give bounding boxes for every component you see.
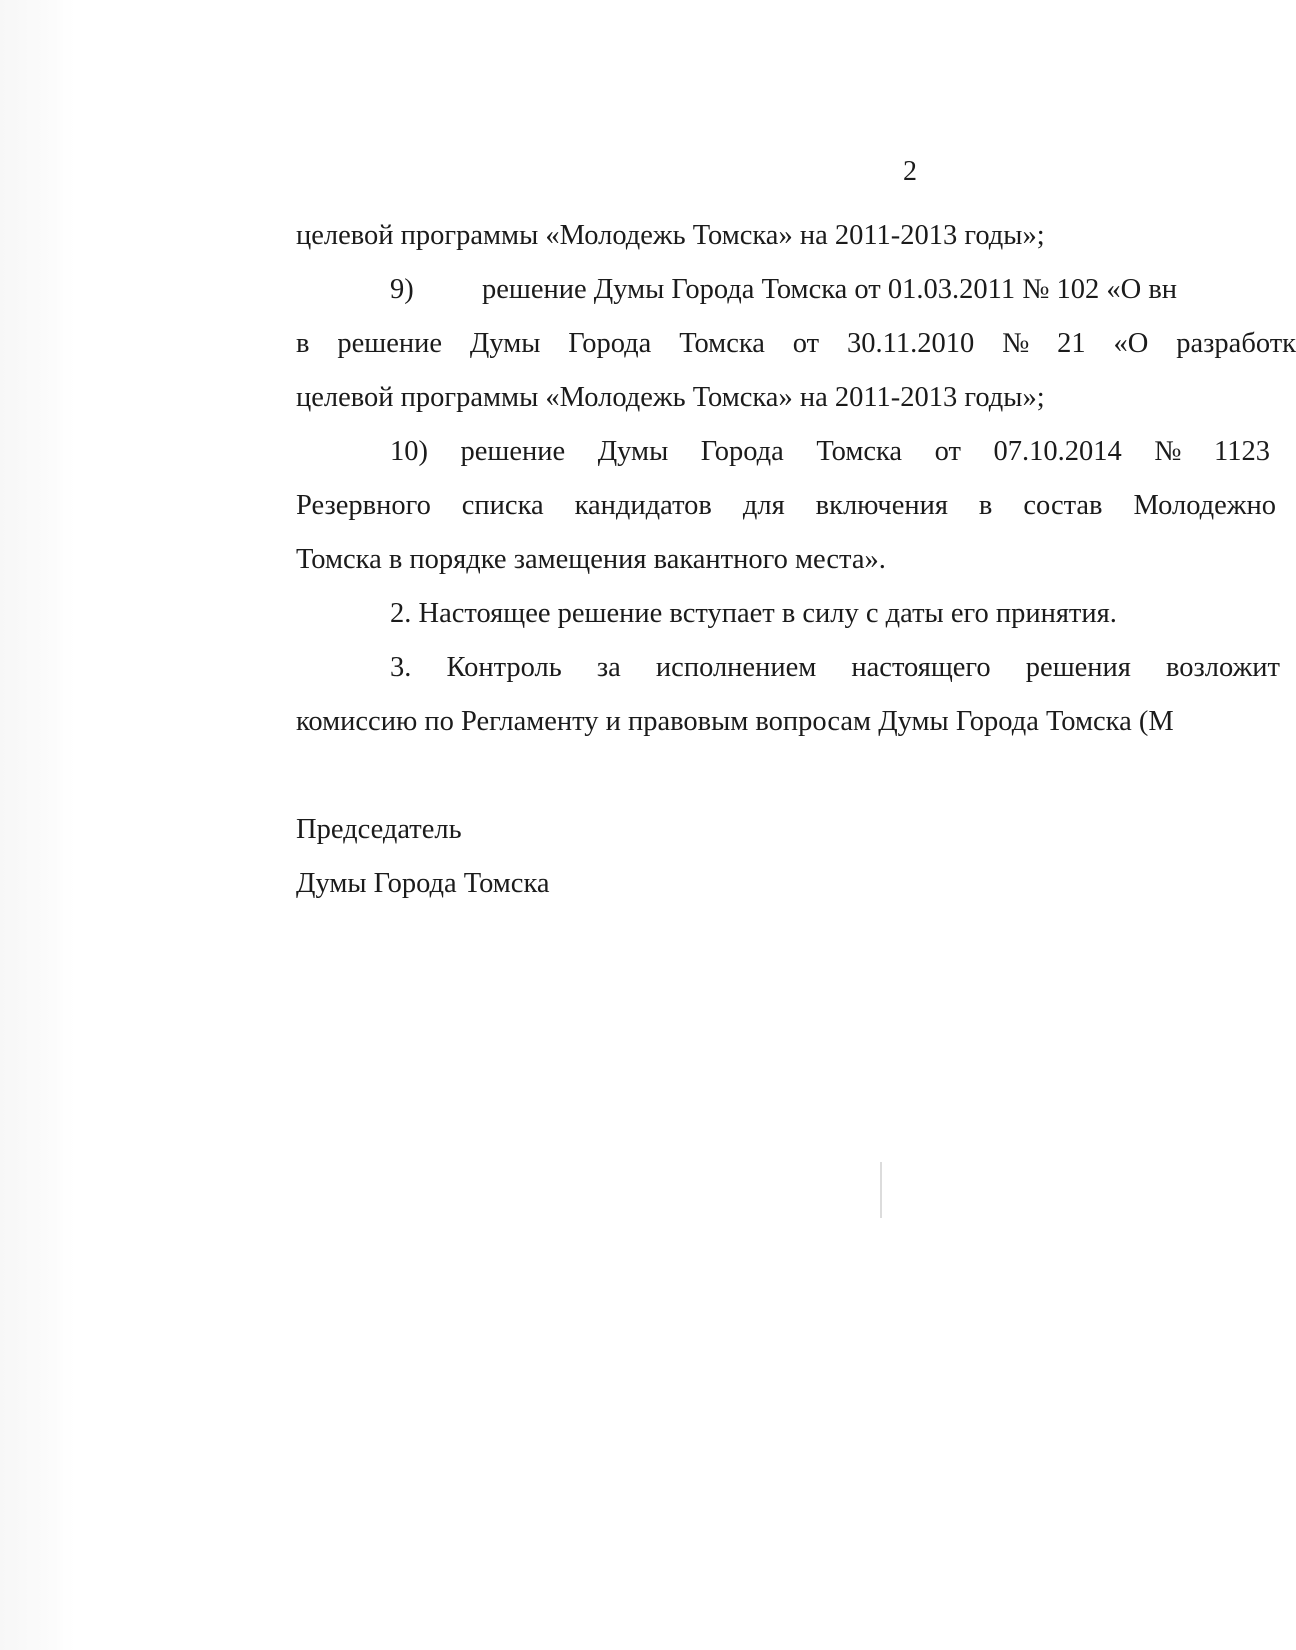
word: Города bbox=[700, 436, 784, 467]
scan-edge-shading bbox=[0, 0, 75, 1650]
word: № bbox=[1154, 436, 1182, 467]
word: списка bbox=[461, 490, 544, 521]
word: возложит bbox=[1166, 652, 1280, 683]
page-number: 2 bbox=[903, 156, 917, 187]
paragraph-line: решение Думы Города Томска от 01.03.2011 № 102 «О вн bbox=[482, 274, 1178, 305]
word: настоящего bbox=[851, 652, 991, 683]
word: 21 bbox=[1057, 328, 1086, 359]
word: Томска bbox=[679, 328, 765, 359]
paragraph-line: Томска в порядке замещения вакантного места». bbox=[296, 544, 886, 575]
word: Молодежно bbox=[1133, 490, 1276, 521]
paragraph-line: комиссию по Регламенту и правовым вопросам Думы Города Томска (М bbox=[296, 706, 1174, 737]
word: Резервного bbox=[296, 490, 431, 521]
paragraph-line-justified bbox=[390, 438, 1270, 467]
paragraph-line: 2. Настоящее решение вступает в силу с даты его принятия. bbox=[390, 598, 1117, 629]
word: исполнением bbox=[655, 652, 817, 683]
word: 30.11.2010 bbox=[847, 328, 975, 359]
word: «О bbox=[1113, 328, 1149, 359]
word: за bbox=[596, 652, 621, 683]
word: 1123 bbox=[1214, 436, 1270, 467]
list-item-number: 9) bbox=[390, 274, 414, 305]
signature-organization: Думы Города Томска bbox=[296, 868, 550, 899]
word: 3. bbox=[390, 652, 412, 683]
word: состав bbox=[1023, 490, 1103, 521]
word: разработк bbox=[1176, 328, 1296, 359]
paragraph-line-justified bbox=[296, 330, 1296, 359]
paragraph-line: целевой программы «Молодежь Томска» на 2011-2013 годы»; bbox=[296, 382, 1045, 413]
paragraph-line-justified bbox=[390, 654, 1280, 683]
word: от bbox=[934, 436, 961, 467]
word: решение bbox=[460, 436, 566, 467]
word: Контроль bbox=[446, 652, 562, 683]
signature-title: Председатель bbox=[296, 814, 462, 845]
paragraph-line: целевой программы «Молодежь Томска» на 2011-2013 годы»; bbox=[296, 220, 1045, 251]
word: от bbox=[792, 328, 820, 359]
word: 07.10.2014 bbox=[993, 436, 1122, 467]
word: решения bbox=[1025, 652, 1131, 683]
word: в bbox=[296, 328, 310, 359]
word: для bbox=[742, 490, 785, 521]
word: № bbox=[1002, 328, 1030, 359]
word: Думы bbox=[597, 436, 669, 467]
word: Думы bbox=[469, 328, 541, 359]
word: кандидатов bbox=[574, 490, 712, 521]
word: Томска bbox=[816, 436, 903, 467]
word: Города bbox=[568, 328, 652, 359]
word: 10) bbox=[390, 436, 428, 467]
paragraph-line-justified bbox=[296, 492, 1276, 521]
word: включения bbox=[815, 490, 948, 521]
scan-artifact-line bbox=[880, 1162, 882, 1218]
word: в bbox=[978, 490, 993, 521]
word: решение bbox=[337, 328, 442, 359]
